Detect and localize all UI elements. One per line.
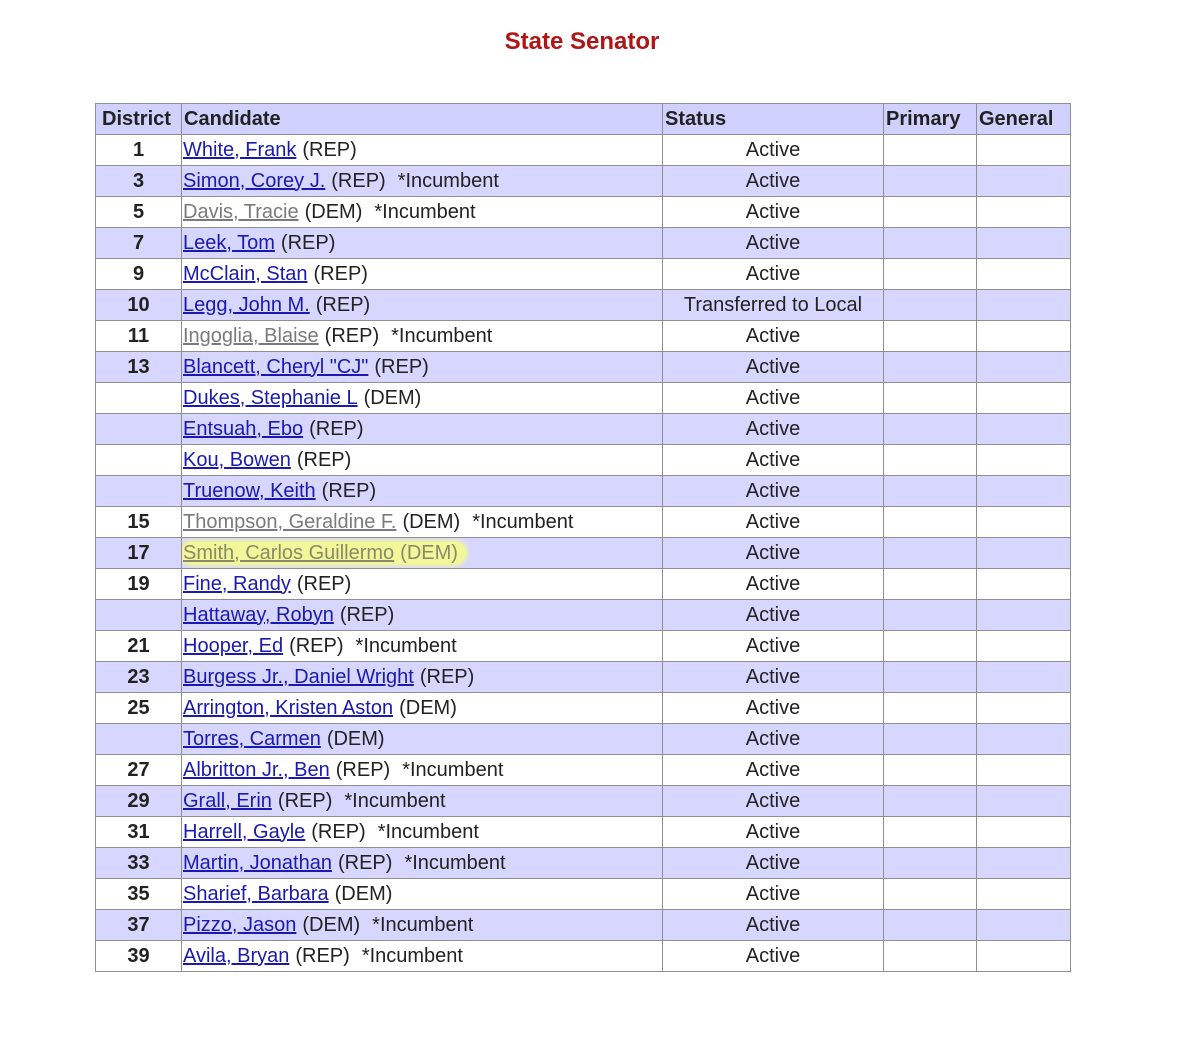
- table-row: [96, 786, 1071, 817]
- general-cell: [977, 879, 1071, 910]
- party-label: (REP): [296, 572, 352, 595]
- district-cell: 7: [96, 228, 182, 259]
- candidate-table: [95, 103, 1071, 972]
- general-cell: [977, 662, 1071, 693]
- party-label: (REP): [313, 262, 368, 285]
- district-cell: 13: [96, 352, 182, 383]
- status-cell: Active: [663, 321, 884, 352]
- primary-cell: [884, 259, 977, 290]
- general-cell: [977, 724, 1071, 755]
- incumbent-label: *Incumbent: [402, 758, 504, 781]
- incumbent-label: *Incumbent: [377, 820, 479, 843]
- party-label: (REP): [321, 479, 377, 502]
- district-cell: 25: [96, 693, 182, 724]
- party-label: (DEM): [334, 882, 393, 905]
- candidate-cell: [182, 290, 663, 321]
- party-label: (DEM): [326, 727, 385, 750]
- party-label: (REP): [331, 169, 386, 192]
- party-label: (REP): [315, 293, 371, 316]
- candidate-link[interactable]: Torres, Carmen: [183, 727, 321, 750]
- general-cell: [977, 910, 1071, 941]
- district-cell: 23: [96, 662, 182, 693]
- party-label: (REP): [419, 665, 475, 688]
- primary-cell: [884, 662, 977, 693]
- general-cell: [977, 228, 1071, 259]
- primary-cell: [884, 383, 977, 414]
- candidate-cell: [182, 507, 663, 538]
- general-cell: [977, 197, 1071, 228]
- incumbent-label: *Incumbent: [404, 851, 506, 874]
- district-cell: 17: [96, 538, 182, 569]
- primary-cell: [884, 538, 977, 569]
- candidate-cell: [182, 228, 663, 259]
- primary-cell: [884, 476, 977, 507]
- table-row: [96, 259, 1071, 290]
- candidate-cell: [182, 755, 663, 786]
- table-row: [96, 569, 1071, 600]
- status-cell: Active: [663, 445, 884, 476]
- district-cell: 33: [96, 848, 182, 879]
- candidate-cell: [182, 476, 663, 507]
- table-row: [96, 600, 1071, 631]
- candidate-link[interactable]: Legg, John M.: [183, 293, 310, 316]
- district-cell: [96, 445, 182, 476]
- district-cell: 27: [96, 755, 182, 786]
- candidate-entry: [183, 139, 357, 161]
- status-cell: Active: [663, 848, 884, 879]
- status-cell: Active: [663, 414, 884, 445]
- candidate-link[interactable]: White, Frank: [183, 138, 297, 161]
- general-cell: [977, 352, 1071, 383]
- candidate-cell: [182, 166, 663, 197]
- status-cell: Active: [663, 662, 884, 693]
- party-label: (REP): [337, 851, 393, 874]
- general-cell: [977, 383, 1071, 414]
- status-cell: Active: [663, 538, 884, 569]
- district-cell: 35: [96, 879, 182, 910]
- table-row: [96, 476, 1071, 507]
- party-label: (REP): [309, 417, 364, 440]
- status-cell: Active: [663, 941, 884, 972]
- candidate-link[interactable]: Ingoglia, Blaise: [183, 324, 319, 347]
- status-cell: Active: [663, 910, 884, 941]
- status-cell: Active: [663, 166, 884, 197]
- general-cell: [977, 166, 1071, 197]
- candidate-entry: [183, 356, 429, 378]
- candidate-link[interactable]: Dukes, Stephanie L: [183, 386, 358, 409]
- table-row: [96, 228, 1071, 259]
- candidate-link[interactable]: Truenow, Keith: [183, 479, 316, 502]
- candidate-link[interactable]: Thompson, Geraldine F.: [183, 510, 397, 533]
- status-cell: Transferred to Local: [663, 290, 884, 321]
- candidate-link[interactable]: Hattaway, Robyn: [183, 603, 334, 626]
- primary-cell: [884, 321, 977, 352]
- district-cell: 3: [96, 166, 182, 197]
- party-label: (REP): [296, 448, 352, 471]
- table-row: [96, 724, 1071, 755]
- party-label: (DEM): [363, 386, 422, 409]
- district-cell: [96, 476, 182, 507]
- candidate-entry: [183, 263, 368, 285]
- general-cell: [977, 817, 1071, 848]
- primary-cell: [884, 910, 977, 941]
- party-label: (DEM): [400, 541, 458, 564]
- candidate-cell: [182, 879, 663, 910]
- district-cell: 11: [96, 321, 182, 352]
- party-label: (DEM): [302, 913, 361, 936]
- candidate-entry: [183, 635, 457, 657]
- candidate-cell: [182, 538, 663, 569]
- highlighted-candidate: [182, 542, 466, 564]
- primary-cell: [884, 941, 977, 972]
- candidate-cell: [182, 693, 663, 724]
- candidate-link[interactable]: Burgess Jr., Daniel Wright: [183, 665, 414, 688]
- candidate-cell: [182, 786, 663, 817]
- header-general: General: [977, 104, 1071, 135]
- candidate-link[interactable]: Smith, Carlos Guillermo: [183, 541, 395, 564]
- incumbent-label: *Incumbent: [361, 944, 463, 967]
- candidate-entry: [183, 573, 351, 595]
- district-cell: 37: [96, 910, 182, 941]
- primary-cell: [884, 786, 977, 817]
- candidate-cell: [182, 352, 663, 383]
- district-cell: 5: [96, 197, 182, 228]
- primary-cell: [884, 817, 977, 848]
- table-row: [96, 507, 1071, 538]
- candidate-link[interactable]: Grall, Erin: [183, 789, 272, 812]
- status-cell: Active: [663, 228, 884, 259]
- primary-cell: [884, 848, 977, 879]
- primary-cell: [884, 166, 977, 197]
- candidate-link[interactable]: Davis, Tracie: [183, 200, 299, 223]
- general-cell: [977, 631, 1071, 662]
- header-district: District: [96, 104, 182, 135]
- candidate-cell: [182, 414, 663, 445]
- district-cell: 21: [96, 631, 182, 662]
- party-label: (DEM): [304, 200, 363, 223]
- district-cell: 31: [96, 817, 182, 848]
- party-label: (REP): [280, 231, 336, 254]
- general-cell: [977, 569, 1071, 600]
- candidate-link[interactable]: Albritton Jr., Ben: [183, 758, 330, 781]
- primary-cell: [884, 352, 977, 383]
- party-label: (REP): [302, 138, 357, 161]
- table-row: [96, 848, 1071, 879]
- general-cell: [977, 259, 1071, 290]
- general-cell: [977, 414, 1071, 445]
- table-row: [96, 135, 1071, 166]
- candidate-link[interactable]: Leek, Tom: [183, 231, 275, 254]
- primary-cell: [884, 197, 977, 228]
- table-row: [96, 352, 1071, 383]
- district-cell: 1: [96, 135, 182, 166]
- candidate-cell: [182, 197, 663, 228]
- party-label: (REP): [277, 789, 333, 812]
- status-cell: Active: [663, 817, 884, 848]
- party-label: (REP): [311, 820, 366, 843]
- status-cell: Active: [663, 755, 884, 786]
- candidate-link[interactable]: Pizzo, Jason: [183, 913, 297, 936]
- status-cell: Active: [663, 507, 884, 538]
- table-row: [96, 321, 1071, 352]
- district-cell: 10: [96, 290, 182, 321]
- candidate-entry: [183, 387, 421, 409]
- primary-cell: [884, 879, 977, 910]
- primary-cell: [884, 755, 977, 786]
- status-cell: Active: [663, 631, 884, 662]
- candidate-link[interactable]: Harrell, Gayle: [183, 820, 306, 843]
- incumbent-label: *Incumbent: [355, 634, 457, 657]
- table-row: [96, 290, 1071, 321]
- table-row: [96, 879, 1071, 910]
- general-cell: [977, 600, 1071, 631]
- page-title: State Senator: [504, 28, 660, 55]
- general-cell: [977, 445, 1071, 476]
- candidate-entry: [183, 294, 370, 316]
- party-label: (REP): [324, 324, 380, 347]
- candidate-entry: [183, 666, 474, 688]
- candidate-entry: [183, 449, 351, 471]
- candidate-link[interactable]: Blancett, Cheryl "CJ": [183, 355, 369, 378]
- primary-cell: [884, 631, 977, 662]
- candidate-entry: [183, 852, 506, 874]
- status-cell: Active: [663, 476, 884, 507]
- status-cell: Active: [663, 135, 884, 166]
- general-cell: [977, 538, 1071, 569]
- status-cell: Active: [663, 569, 884, 600]
- primary-cell: [884, 135, 977, 166]
- candidate-entry: [183, 790, 446, 812]
- general-cell: [977, 848, 1071, 879]
- table-row: [96, 910, 1071, 941]
- candidate-cell: [182, 941, 663, 972]
- table-row: [96, 538, 1071, 569]
- candidate-link[interactable]: Hooper, Ed: [183, 634, 284, 657]
- primary-cell: [884, 507, 977, 538]
- table-row: [96, 197, 1071, 228]
- primary-cell: [884, 600, 977, 631]
- status-cell: Active: [663, 259, 884, 290]
- table-row: [96, 631, 1071, 662]
- primary-cell: [884, 445, 977, 476]
- incumbent-label: *Incumbent: [374, 200, 476, 223]
- candidate-entry: [183, 945, 463, 967]
- candidate-link[interactable]: Martin, Jonathan: [183, 851, 332, 874]
- status-cell: Active: [663, 197, 884, 228]
- district-cell: [96, 600, 182, 631]
- table-row: [96, 166, 1071, 197]
- status-cell: Active: [663, 879, 884, 910]
- general-cell: [977, 135, 1071, 166]
- table-row: [96, 414, 1071, 445]
- candidate-entry: [183, 821, 479, 843]
- incumbent-label: *Incumbent: [372, 913, 474, 936]
- candidate-entry: [183, 604, 394, 626]
- candidate-entry: [183, 201, 476, 223]
- status-cell: Active: [663, 786, 884, 817]
- candidate-entry: [183, 418, 364, 440]
- table-row: [96, 817, 1071, 848]
- candidate-cell: [182, 259, 663, 290]
- party-label: (DEM): [402, 510, 461, 533]
- candidate-entry: [183, 883, 392, 905]
- candidate-link[interactable]: Arrington, Kristen Aston: [183, 696, 394, 719]
- candidate-entry: [183, 697, 457, 719]
- candidate-link[interactable]: Avila, Bryan: [183, 944, 290, 967]
- general-cell: [977, 290, 1071, 321]
- candidate-entry: [183, 325, 492, 347]
- header-status: Status: [663, 104, 884, 135]
- status-cell: Active: [663, 600, 884, 631]
- candidate-cell: [182, 631, 663, 662]
- party-label: (REP): [289, 634, 344, 657]
- district-cell: 15: [96, 507, 182, 538]
- primary-cell: [884, 569, 977, 600]
- general-cell: [977, 786, 1071, 817]
- general-cell: [977, 941, 1071, 972]
- party-label: (REP): [339, 603, 395, 626]
- party-label: (REP): [295, 944, 350, 967]
- general-cell: [977, 476, 1071, 507]
- candidate-link[interactable]: Fine, Randy: [183, 572, 291, 595]
- incumbent-label: *Incumbent: [397, 169, 499, 192]
- table-row: [96, 941, 1071, 972]
- candidate-cell: [182, 135, 663, 166]
- district-cell: [96, 383, 182, 414]
- party-label: (REP): [335, 758, 391, 781]
- party-label: (REP): [374, 355, 429, 378]
- status-cell: Active: [663, 693, 884, 724]
- candidate-entry: [183, 511, 573, 533]
- candidate-link[interactable]: Entsuah, Ebo: [183, 417, 304, 440]
- primary-cell: [884, 290, 977, 321]
- candidate-cell: [182, 600, 663, 631]
- table-row: [96, 383, 1071, 414]
- table-row: [96, 662, 1071, 693]
- district-cell: 29: [96, 786, 182, 817]
- general-cell: [977, 321, 1071, 352]
- candidate-cell: [182, 383, 663, 414]
- district-cell: [96, 414, 182, 445]
- candidate-entry: [183, 170, 499, 192]
- status-cell: Active: [663, 383, 884, 414]
- table-row: [96, 445, 1071, 476]
- incumbent-label: *Incumbent: [472, 510, 574, 533]
- table-body: [96, 135, 1071, 972]
- table-row: [96, 755, 1071, 786]
- candidate-entry: [183, 759, 503, 781]
- district-cell: [96, 724, 182, 755]
- incumbent-label: *Incumbent: [391, 324, 493, 347]
- status-cell: Active: [663, 352, 884, 383]
- candidate-cell: [182, 910, 663, 941]
- incumbent-label: *Incumbent: [344, 789, 446, 812]
- party-label: (DEM): [399, 696, 457, 719]
- general-cell: [977, 693, 1071, 724]
- candidate-entry: [183, 480, 376, 502]
- general-cell: [977, 755, 1071, 786]
- candidate-link[interactable]: Kou, Bowen: [183, 448, 291, 471]
- primary-cell: [884, 228, 977, 259]
- header-candidate: Candidate: [182, 104, 663, 135]
- candidate-cell: [182, 724, 663, 755]
- status-cell: Active: [663, 724, 884, 755]
- candidate-link[interactable]: Simon, Corey J.: [183, 169, 326, 192]
- candidate-cell: [182, 569, 663, 600]
- primary-cell: [884, 414, 977, 445]
- candidate-cell: [182, 445, 663, 476]
- table-row: [96, 693, 1071, 724]
- candidate-cell: [182, 817, 663, 848]
- candidate-entry: [183, 728, 385, 750]
- district-cell: 39: [96, 941, 182, 972]
- primary-cell: [884, 724, 977, 755]
- general-cell: [977, 507, 1071, 538]
- candidate-cell: [182, 848, 663, 879]
- candidate-cell: [182, 321, 663, 352]
- district-cell: 9: [96, 259, 182, 290]
- candidate-entry: [183, 232, 335, 254]
- candidate-cell: [182, 662, 663, 693]
- candidate-link[interactable]: Sharief, Barbara: [183, 882, 329, 905]
- primary-cell: [884, 693, 977, 724]
- table-header-row: [96, 104, 1071, 135]
- candidate-link[interactable]: McClain, Stan: [183, 262, 308, 285]
- candidate-entry: [183, 914, 473, 936]
- district-cell: 19: [96, 569, 182, 600]
- header-primary: Primary: [884, 104, 977, 135]
